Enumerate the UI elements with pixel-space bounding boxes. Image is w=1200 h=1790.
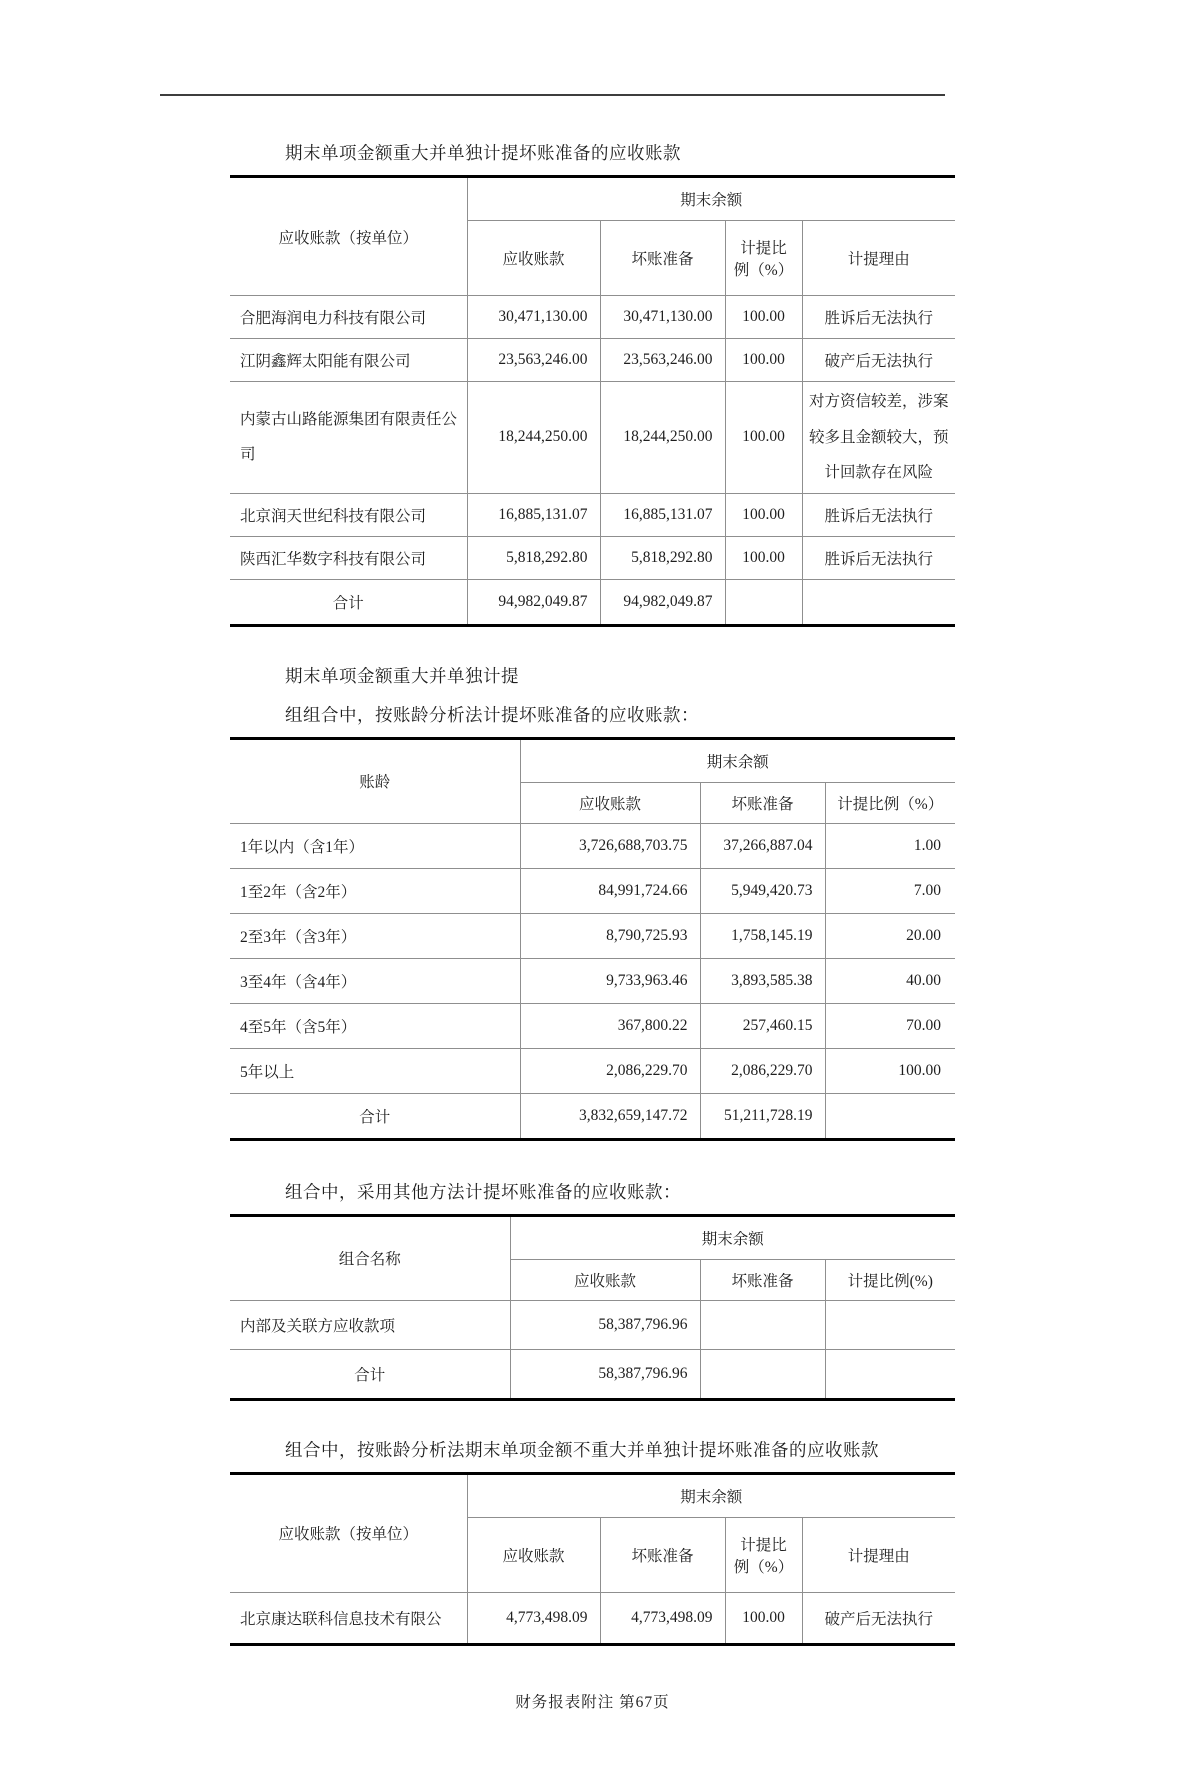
cell-bad-debt: 3,893,585.38 xyxy=(700,958,825,1003)
table1-row-5 xyxy=(230,536,955,579)
cell-ratio: 20.00 xyxy=(825,913,955,958)
table1-header-bad-debt: 坏账准备 xyxy=(600,221,725,296)
table1-header-ending-balance: 期末余额 xyxy=(467,178,955,221)
page-header-rule xyxy=(160,94,945,96)
cell-aging: 1年以内（含1年） xyxy=(230,823,520,868)
cell-reason: 对方资信较差，涉案较多且金额较大，预计回款存在风险 xyxy=(802,382,955,494)
cell-portfolio-name: 内部及关联方应收款项 xyxy=(230,1300,510,1349)
cell-receivable: 3,726,688,703.75 xyxy=(520,823,700,868)
cell-reason: 破产后无法执行 xyxy=(802,339,955,382)
cell-receivable: 9,733,963.46 xyxy=(520,958,700,1003)
table3-row-1 xyxy=(230,1300,955,1349)
table3-header-portfolio: 组合名称 xyxy=(230,1217,510,1301)
aging-analysis-table xyxy=(230,737,955,1141)
table1-header-receivable: 应收账款 xyxy=(467,221,600,296)
cell-receivable: 5,818,292.80 xyxy=(467,536,600,579)
section2-paragraph-line1: 期末单项金额重大并单独计提 xyxy=(285,665,519,686)
table2-row-2 xyxy=(230,868,955,913)
cell-bad-debt: 16,885,131.07 xyxy=(600,493,725,536)
table1-header-ratio-line2: 例（%） xyxy=(733,262,794,279)
cell-reason: 胜诉后无法执行 xyxy=(802,493,955,536)
cell-bad-debt: 2,086,229.70 xyxy=(700,1048,825,1093)
cell-receivable: 30,471,130.00 xyxy=(467,296,600,339)
table4-header-row-1 xyxy=(230,1475,955,1518)
table1-row-3 xyxy=(230,382,955,494)
table1-row-4 xyxy=(230,493,955,536)
table4-header-ratio xyxy=(725,1517,802,1592)
table2-header-aging: 账龄 xyxy=(230,740,520,824)
cell-receivable: 8,790,725.93 xyxy=(520,913,700,958)
table2-row-5 xyxy=(230,1003,955,1048)
other-method-table xyxy=(230,1214,955,1401)
cell-total-label: 合计 xyxy=(230,579,467,624)
cell-receivable: 18,244,250.00 xyxy=(467,382,600,494)
cell-total-receivable: 3,832,659,147.72 xyxy=(520,1093,700,1138)
table2-header-ending-balance: 期末余额 xyxy=(520,740,955,783)
cell-total-bad-debt: 94,982,049.87 xyxy=(600,579,725,624)
table3-header-ending-balance: 期末余额 xyxy=(510,1217,955,1260)
table2-header-ratio: 计提比例（%） xyxy=(825,782,955,823)
cell-total-label: 合计 xyxy=(230,1349,510,1398)
cell-receivable: 58,387,796.96 xyxy=(510,1300,700,1349)
table2-header-row-1 xyxy=(230,740,955,783)
cell-bad-debt xyxy=(700,1300,825,1349)
cell-receivable: 84,991,724.66 xyxy=(520,868,700,913)
cell-ratio: 100.00 xyxy=(725,493,802,536)
cell-aging: 4至5年（含5年） xyxy=(230,1003,520,1048)
table4-header-reason: 计提理由 xyxy=(802,1517,955,1592)
table1-header-row-1 xyxy=(230,178,955,221)
table3-header-ratio: 计提比例(%) xyxy=(825,1259,955,1300)
cell-aging: 3至4年（含4年） xyxy=(230,958,520,1003)
table4-row-1 xyxy=(230,1592,955,1643)
cell-receivable: 2,086,229.70 xyxy=(520,1048,700,1093)
cell-bad-debt: 30,471,130.00 xyxy=(600,296,725,339)
cell-total-bad-debt xyxy=(700,1349,825,1398)
cell-total-receivable: 58,387,796.96 xyxy=(510,1349,700,1398)
cell-receivable: 23,563,246.00 xyxy=(467,339,600,382)
table2-total-row xyxy=(230,1093,955,1138)
table2-header-bad-debt: 坏账准备 xyxy=(700,782,825,823)
cell-total-ratio xyxy=(725,579,802,624)
table1-total-row xyxy=(230,579,955,624)
cell-receivable: 367,800.22 xyxy=(520,1003,700,1048)
cell-aging: 5年以上 xyxy=(230,1048,520,1093)
table4-header-ratio-line2: 例（%） xyxy=(733,1558,794,1576)
table1-row-1 xyxy=(230,296,955,339)
cell-ratio: 100.00 xyxy=(725,382,802,494)
table4-header-ratio-line1: 计提比 xyxy=(740,1536,787,1554)
table3-header-receivable: 应收账款 xyxy=(510,1259,700,1300)
cell-bad-debt: 18,244,250.00 xyxy=(600,382,725,494)
cell-company-name: 北京康达联科信息技术有限公 xyxy=(230,1592,467,1643)
table3-header-row-1 xyxy=(230,1217,955,1260)
cell-receivable: 4,773,498.09 xyxy=(467,1592,600,1643)
cell-ratio: 100.00 xyxy=(725,296,802,339)
cell-aging: 1至2年（含2年） xyxy=(230,868,520,913)
cell-ratio xyxy=(825,1300,955,1349)
table2-row-1 xyxy=(230,823,955,868)
cell-ratio: 100.00 xyxy=(725,536,802,579)
table1-header-unit: 应收账款（按单位） xyxy=(230,178,467,296)
cell-total-label: 合计 xyxy=(230,1093,520,1138)
cell-ratio: 100.00 xyxy=(725,339,802,382)
cell-bad-debt: 23,563,246.00 xyxy=(600,339,725,382)
cell-company-name: 北京润天世纪科技有限公司 xyxy=(230,493,467,536)
cell-bad-debt: 37,266,887.04 xyxy=(700,823,825,868)
cell-bad-debt: 4,773,498.09 xyxy=(600,1592,725,1643)
cell-aging: 2至3年（含3年） xyxy=(230,913,520,958)
cell-total-ratio xyxy=(825,1349,955,1398)
table2-row-4 xyxy=(230,958,955,1003)
cell-company-name: 陕西汇华数字科技有限公司 xyxy=(230,536,467,579)
cell-company-name: 江阴鑫辉太阳能有限公司 xyxy=(230,339,467,382)
table2-header-receivable: 应收账款 xyxy=(520,782,700,823)
cell-company-name: 内蒙古山路能源集团有限责任公司 xyxy=(230,382,467,494)
table4-header-unit: 应收账款（按单位） xyxy=(230,1475,467,1593)
cell-reason: 破产后无法执行 xyxy=(802,1592,955,1643)
cell-total-receivable: 94,982,049.87 xyxy=(467,579,600,624)
cell-receivable: 16,885,131.07 xyxy=(467,493,600,536)
section-title-other-method: 组合中，采用其他方法计提坏账准备的应收账款： xyxy=(285,1181,681,1202)
table1-header-ratio xyxy=(725,221,802,296)
cell-total-ratio xyxy=(825,1093,955,1138)
table1-header-reason: 计提理由 xyxy=(802,221,955,296)
cell-total-bad-debt: 51,211,728.19 xyxy=(700,1093,825,1138)
cell-bad-debt: 5,949,420.73 xyxy=(700,868,825,913)
table1-row-2 xyxy=(230,339,955,382)
section2-paragraph-line2: 组组合中，按账龄分析法计提坏账准备的应收账款： xyxy=(285,704,699,725)
nonsignificant-receivables-table xyxy=(230,1472,955,1646)
cell-bad-debt: 5,818,292.80 xyxy=(600,536,725,579)
table4-header-ending-balance: 期末余额 xyxy=(467,1475,955,1518)
table2-row-3 xyxy=(230,913,955,958)
table1-header-ratio-line1: 计提比 xyxy=(740,240,787,257)
significant-receivables-table xyxy=(230,175,955,627)
cell-reason: 胜诉后无法执行 xyxy=(802,536,955,579)
table4-header-bad-debt: 坏账准备 xyxy=(600,1517,725,1592)
cell-ratio: 100.00 xyxy=(825,1048,955,1093)
table2-row-6 xyxy=(230,1048,955,1093)
cell-bad-debt: 1,758,145.19 xyxy=(700,913,825,958)
cell-ratio: 100.00 xyxy=(725,1592,802,1643)
cell-total-reason xyxy=(802,579,955,624)
cell-reason: 胜诉后无法执行 xyxy=(802,296,955,339)
table4-header-receivable: 应收账款 xyxy=(467,1517,600,1592)
cell-ratio: 70.00 xyxy=(825,1003,955,1048)
cell-ratio: 1.00 xyxy=(825,823,955,868)
section-title-significant-receivables: 期末单项金额重大并单独计提坏账准备的应收账款 xyxy=(285,143,681,163)
cell-ratio: 7.00 xyxy=(825,868,955,913)
table3-total-row xyxy=(230,1349,955,1398)
cell-bad-debt: 257,460.15 xyxy=(700,1003,825,1048)
section-title-nonsignificant-receivables: 组合中，按账龄分析法期末单项金额不重大并单独计提坏账准备的应收账款 xyxy=(285,1439,879,1460)
cell-ratio: 40.00 xyxy=(825,958,955,1003)
cell-company-name: 合肥海润电力科技有限公司 xyxy=(230,296,467,339)
page-footer: 财务报表附注 第67页 xyxy=(515,1693,670,1711)
table3-header-bad-debt: 坏账准备 xyxy=(700,1259,825,1300)
